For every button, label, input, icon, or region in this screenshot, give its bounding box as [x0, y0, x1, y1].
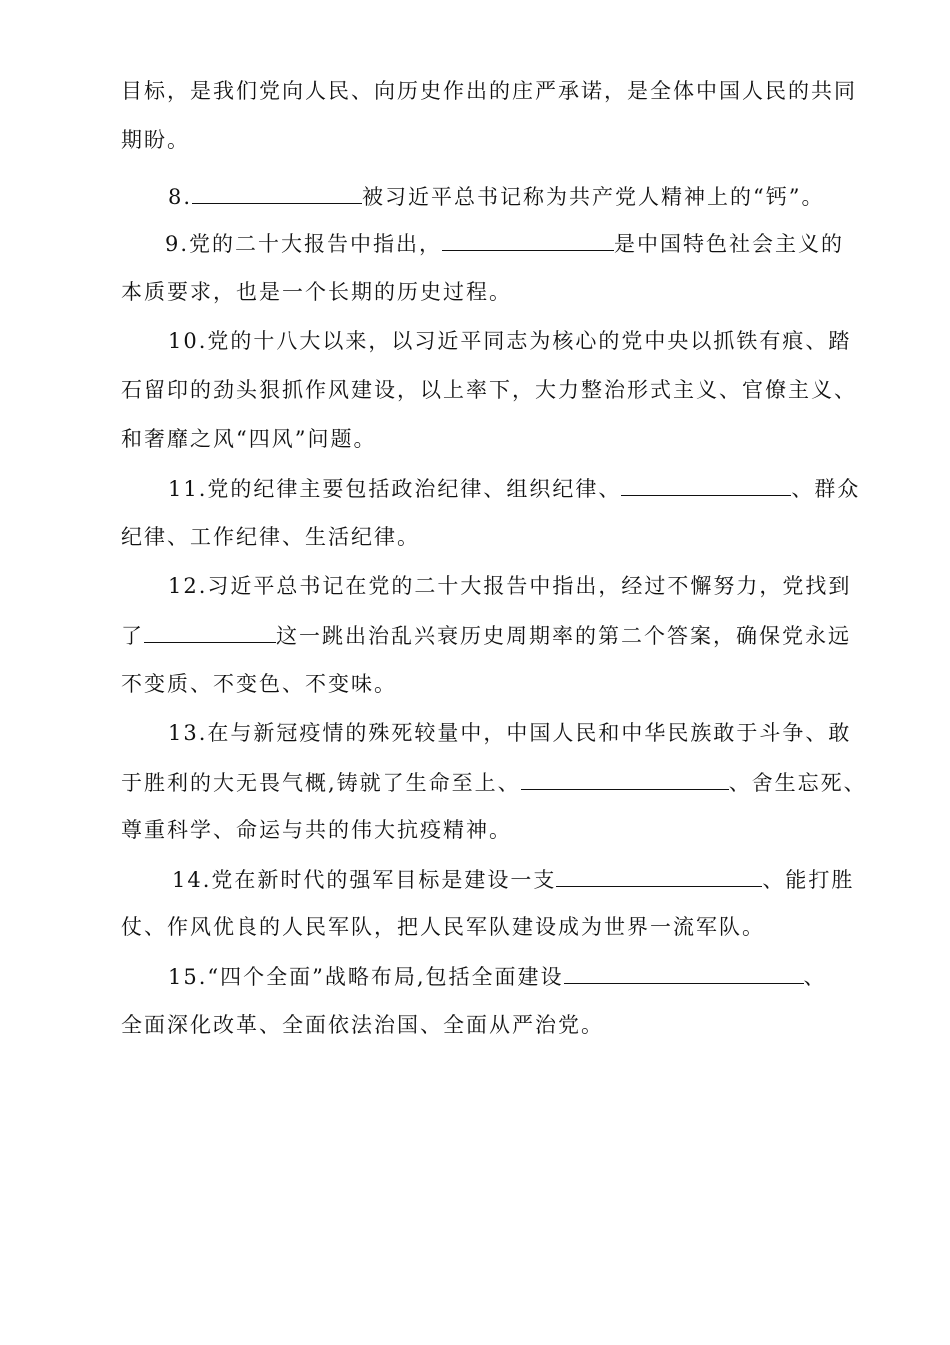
- item-10-line-3: 和奢靡之风“四风”问题。: [121, 427, 377, 451]
- item-12-text-after: 这一跳出治乱兴衰历史周期率的第二个答案，确保党永远: [276, 624, 851, 648]
- item-7-line-1: 目标，是我们党向人民、向历史作出的庄严承诺，是全体中国人民的共同: [121, 79, 857, 103]
- answer-blank-9[interactable]: [442, 228, 614, 251]
- item-11-line-1: [168, 473, 860, 504]
- item-15-text-after: 、: [803, 965, 827, 989]
- item-13-line-3: 尊重科学、命运与共的伟大抗疫精神。: [121, 818, 512, 842]
- item-11-text-after: 、群众: [791, 477, 861, 501]
- item-13-line-1: 13.在与新冠疫情的殊死较量中，中国人民和中华民族敢于斗争、敢: [168, 721, 852, 745]
- answer-blank-8[interactable]: [192, 181, 362, 204]
- item-14-line-2: 仗、作风优良的人民军队，把人民军队建设成为世界一流军队。: [121, 915, 765, 939]
- item-11-text-before: 11.党的纪律主要包括政治纪律、组织纪律、: [168, 477, 622, 501]
- answer-blank-13[interactable]: [521, 767, 729, 790]
- item-15-text-before: 15.“四个全面”战略布局,包括全面建设: [168, 965, 564, 989]
- item-10-line-2: 石留印的劲头狠抓作风建设，以上率下，大力整治形式主义、官僚主义、: [121, 378, 857, 402]
- answer-blank-14[interactable]: [556, 864, 762, 887]
- answer-blank-15[interactable]: [564, 961, 804, 984]
- item-8-line-1: [168, 181, 825, 212]
- item-8-number: 8.: [168, 185, 193, 209]
- item-9-text-before: 9.党的二十大报告中指出，: [165, 232, 443, 256]
- item-12-line-3: 不变质、不变色、不变味。: [121, 672, 397, 696]
- item-7-line-2: 期盼。: [121, 128, 190, 152]
- item-14-text-after: 、能打胜: [762, 868, 855, 892]
- item-15-line-1: [168, 961, 827, 992]
- item-9-text-after: 是中国特色社会主义的: [614, 232, 845, 256]
- item-8-text: 被习近平总书记称为共产党人精神上的“钙”。: [362, 185, 825, 209]
- item-12-line-1: 12.习近平总书记在党的二十大报告中指出，经过不懈努力，党找到: [168, 574, 852, 598]
- item-14-line-1: [172, 864, 854, 895]
- item-12-text-before: 了: [121, 624, 144, 648]
- item-9-line-1: [165, 228, 844, 259]
- item-12-line-2: [121, 620, 851, 651]
- item-13-text-after: 、舍生忘死、: [728, 771, 867, 795]
- answer-blank-12[interactable]: [144, 620, 276, 643]
- item-13-text-before: 于胜利的大无畏气概,铸就了生命至上、: [121, 771, 521, 795]
- item-15-line-2: 全面深化改革、全面依法治国、全面从严治党。: [121, 1013, 604, 1037]
- answer-blank-11[interactable]: [621, 473, 791, 496]
- item-13-line-2: [121, 767, 867, 798]
- item-9-line-2: 本质要求，也是一个长期的历史过程。: [121, 280, 512, 304]
- item-14-text-before: 14.党在新时代的强军目标是建设一支: [172, 868, 557, 892]
- item-10-line-1: 10.党的十八大以来，以习近平同志为核心的党中央以抓铁有痕、踏: [168, 329, 852, 353]
- item-11-line-2: 纪律、工作纪律、生活纪律。: [121, 525, 420, 549]
